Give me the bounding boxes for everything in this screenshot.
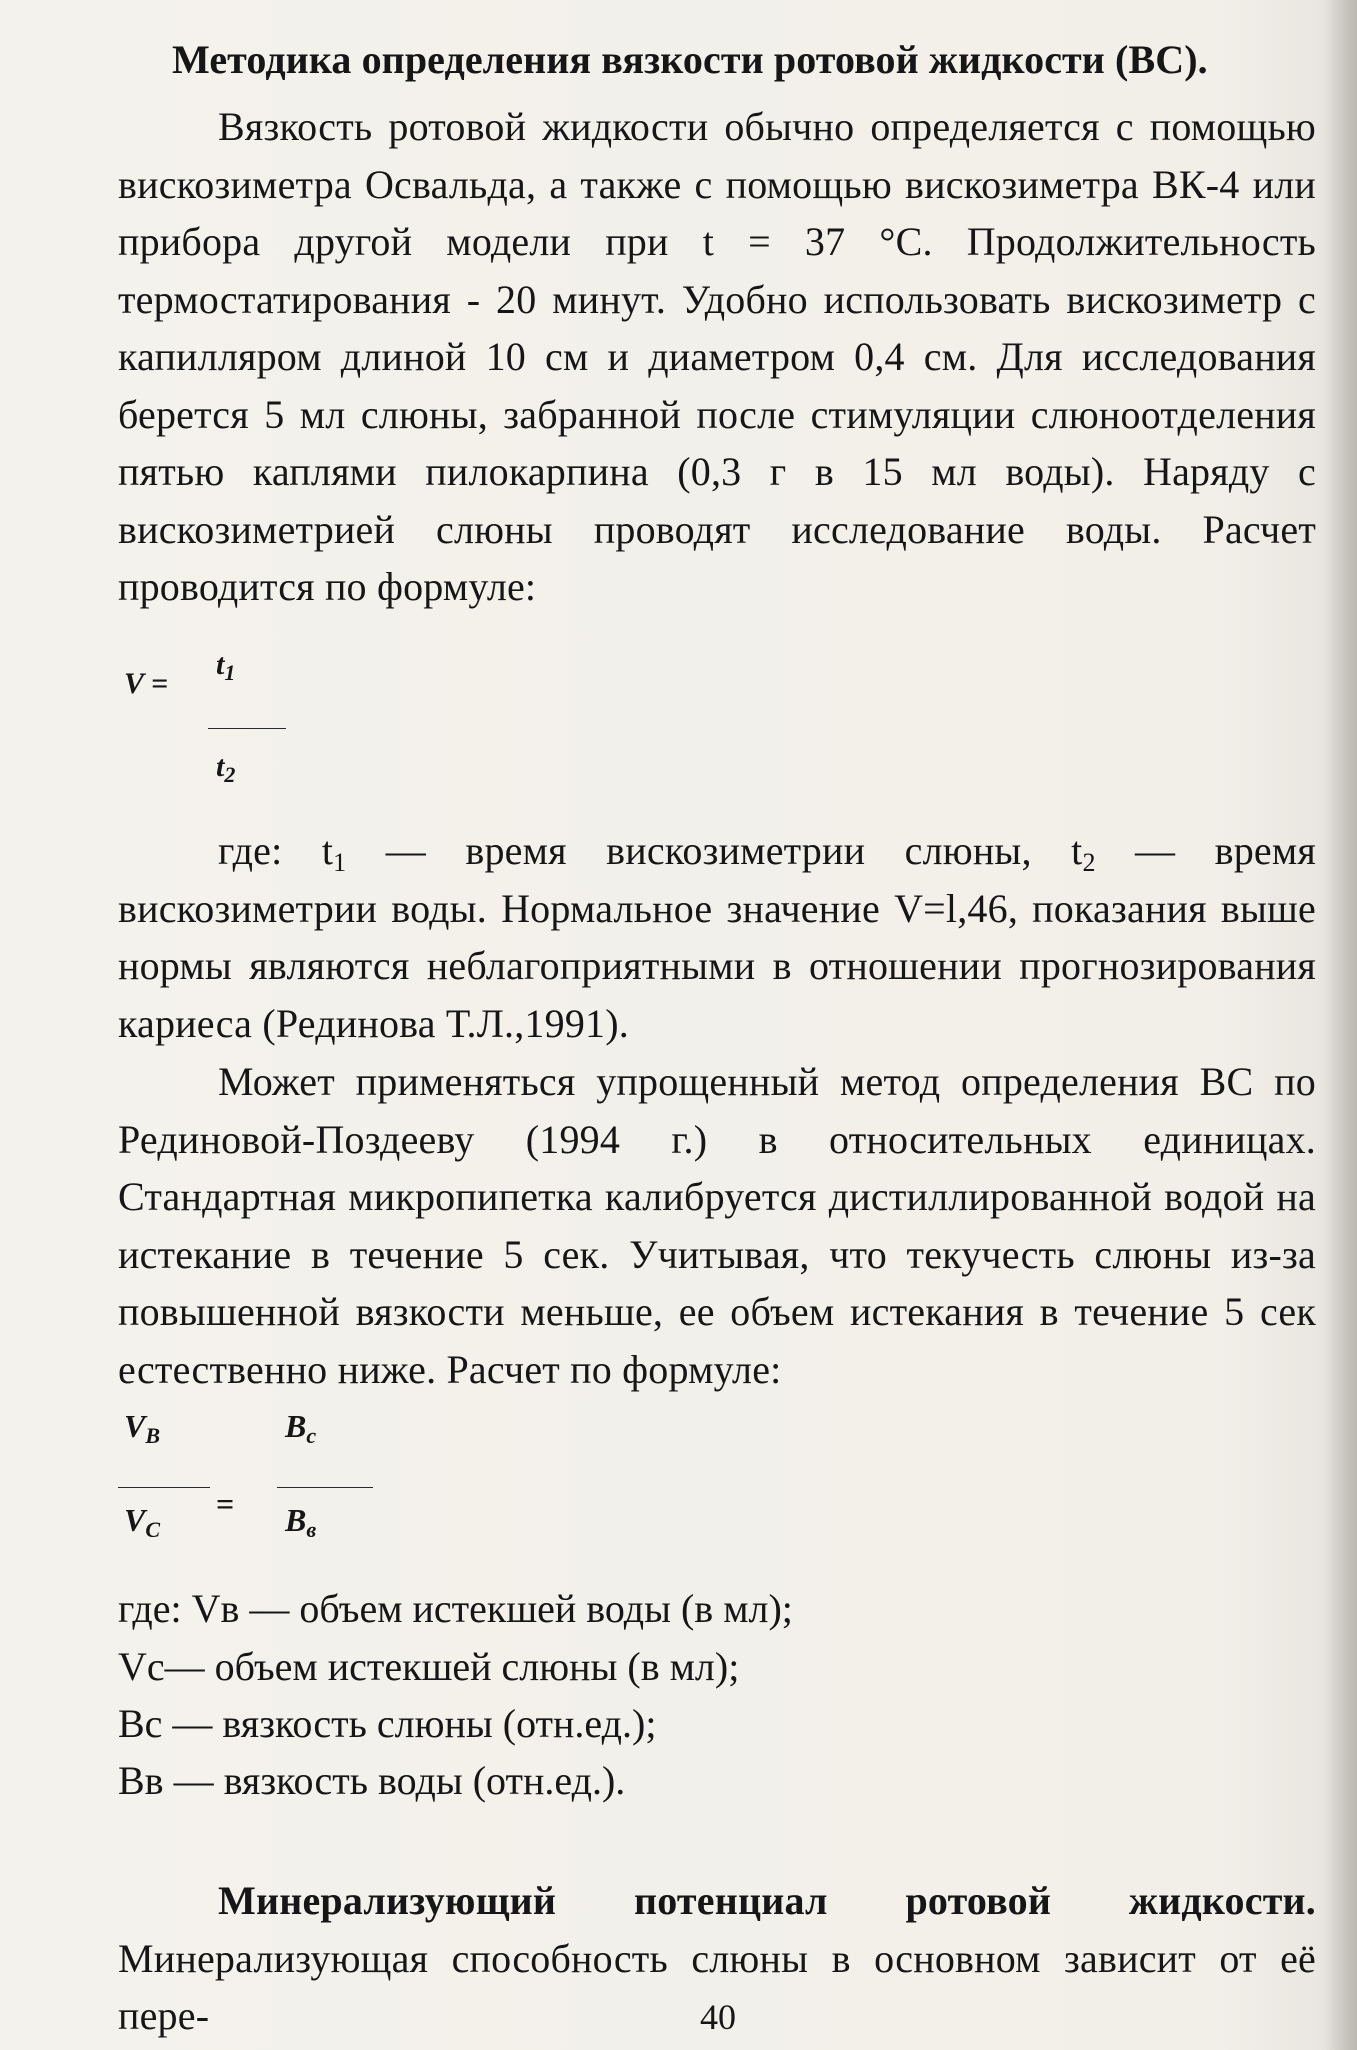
legend-item: Vс— объем истекшей слюны (в мл); (118, 1644, 740, 1689)
paragraph-method (118, 98, 1316, 616)
page-number: 40 (700, 1997, 736, 2037)
formula-right-denominator: Bв (285, 1502, 317, 1542)
formula-left-denominator: VC (124, 1502, 161, 1542)
formula-lhs: V = (124, 667, 169, 700)
paragraph-formula-explanation (118, 822, 1316, 1052)
paragraph-body: Минерализующая способность слюны в основном зависит от её пере- (118, 1935, 1316, 2038)
section-title-viscosity: Методика определения вязкости ротовой жидкости (ВС). (172, 37, 1208, 82)
formula-equals: = (216, 1486, 235, 1522)
paragraph-simplified-method (118, 1053, 1316, 1398)
fraction-line-right (277, 1487, 373, 1488)
formula-right-numerator: Bc (285, 1408, 317, 1448)
legend-item: Вс — вязкость слюны (отн.ед.); (118, 1701, 657, 1746)
legend-item: где: Vв — объем истекшей воды (в мл); (118, 1586, 793, 1631)
formula-denominator: $t_2$ (216, 750, 236, 787)
legend-item: Вв — вязкость воды (отн.ед.). (118, 1758, 626, 1803)
page-edge-shadow (1325, 0, 1357, 2050)
fraction-line-left (118, 1487, 210, 1488)
formula-numerator: $t_1$ (216, 648, 236, 685)
paragraph-text: Вязкость ротовой жидкости обычно определяется с помощью вискозиметра Освальда, а также с помощью вискозиметра ВК-4 или прибора другой модели при t = 37 °С. Продолжительность термостатирования - 20 минут. Удобно использовать вискозиметр с капилляром длиной 10 см и диаметром 0,4 см. Для исследования берется 5 мл слюны, забранной после стимуляции слюноотделения пятью каплями пилокарпина (0,3 г в 15 мл воды). Наряду с вискозиметрией слюны проводят исследование воды. Расчет проводится по формуле: (118, 104, 1316, 609)
paragraph-text: где: $t_1$ — время вискозиметрии слюны, $t_2$ — время вискозиметрии воды. Нормальное значение V=l,46, показания выше нормы являются неблагоприятными в отношении прогнозирования кариеса (Рединова Т.Л.,1991). (118, 828, 1316, 1046)
formula-left-numerator: VB (124, 1408, 161, 1448)
section-title-mineralizing: Минерализующий потенциал ротовой жидкости. (218, 1878, 1316, 1923)
paragraph-text: Может применяться упрощенный метод определения ВС по Рединовой-Поздееву (1994 г.) в относительных единицах. Стандартная микропипетка калибруется дистиллированной водой на истекание в течение 5 сек. Учитывая, что текучесть слюны из-за повышенной вязкости меньше, ее объем истекания в течение 5 сек естественно ниже. Расчет по формуле: (118, 1059, 1316, 1392)
fraction-line (208, 728, 286, 729)
